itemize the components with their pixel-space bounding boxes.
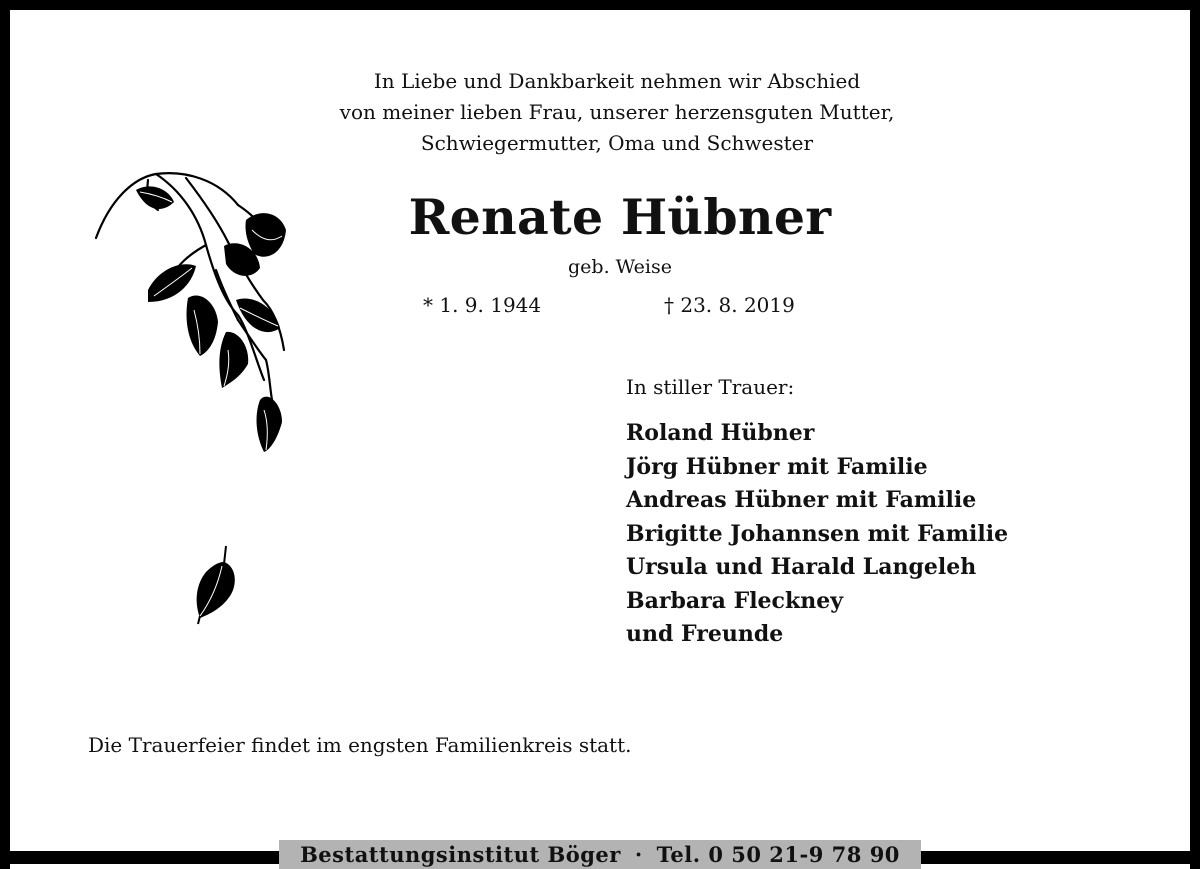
intro-line: Schwiegermutter, Oma und Schwester bbox=[420, 131, 814, 155]
ceremony-note: Die Trauerfeier findet im engsten Familienkreis statt. bbox=[88, 733, 632, 757]
intro-text bbox=[300, 66, 934, 159]
mourner-name: Brigitte Johannsen mit Familie bbox=[626, 520, 1009, 547]
birth-date: * 1. 9. 1944 bbox=[423, 293, 542, 317]
intro-line: In Liebe und Dankbarkeit nehmen wir Abschied bbox=[373, 69, 861, 93]
birch-branch-icon bbox=[88, 160, 298, 460]
mourner-name: Barbara Fleckney bbox=[626, 587, 843, 614]
funeral-home-phone: Tel. 0 50 21-9 78 90 bbox=[656, 842, 900, 867]
footer-separator: · bbox=[634, 842, 643, 867]
mourner-name: Roland Hübner bbox=[626, 420, 815, 446]
mourner-name: und Freunde bbox=[626, 621, 784, 647]
mourners-list bbox=[626, 417, 1008, 652]
mourning-heading: In stiller Trauer: bbox=[626, 375, 795, 399]
deceased-name: Renate Hübner bbox=[408, 188, 832, 246]
mourner-name: Ursula und Harald Langeleh bbox=[626, 554, 977, 580]
mourner-name: Jörg Hübner mit Familie bbox=[626, 453, 928, 480]
intro-line: von meiner lieben Frau, unserer herzensguten Mutter, bbox=[339, 100, 895, 124]
maiden-name: geb. Weise bbox=[568, 256, 672, 278]
mourner-name: Andreas Hübner mit Familie bbox=[626, 487, 977, 513]
falling-leaf-icon bbox=[186, 540, 246, 630]
death-date: † 23. 8. 2019 bbox=[664, 293, 795, 317]
funeral-home-footer bbox=[279, 840, 921, 869]
funeral-home-name: Bestattungsinstitut Böger bbox=[300, 842, 621, 867]
